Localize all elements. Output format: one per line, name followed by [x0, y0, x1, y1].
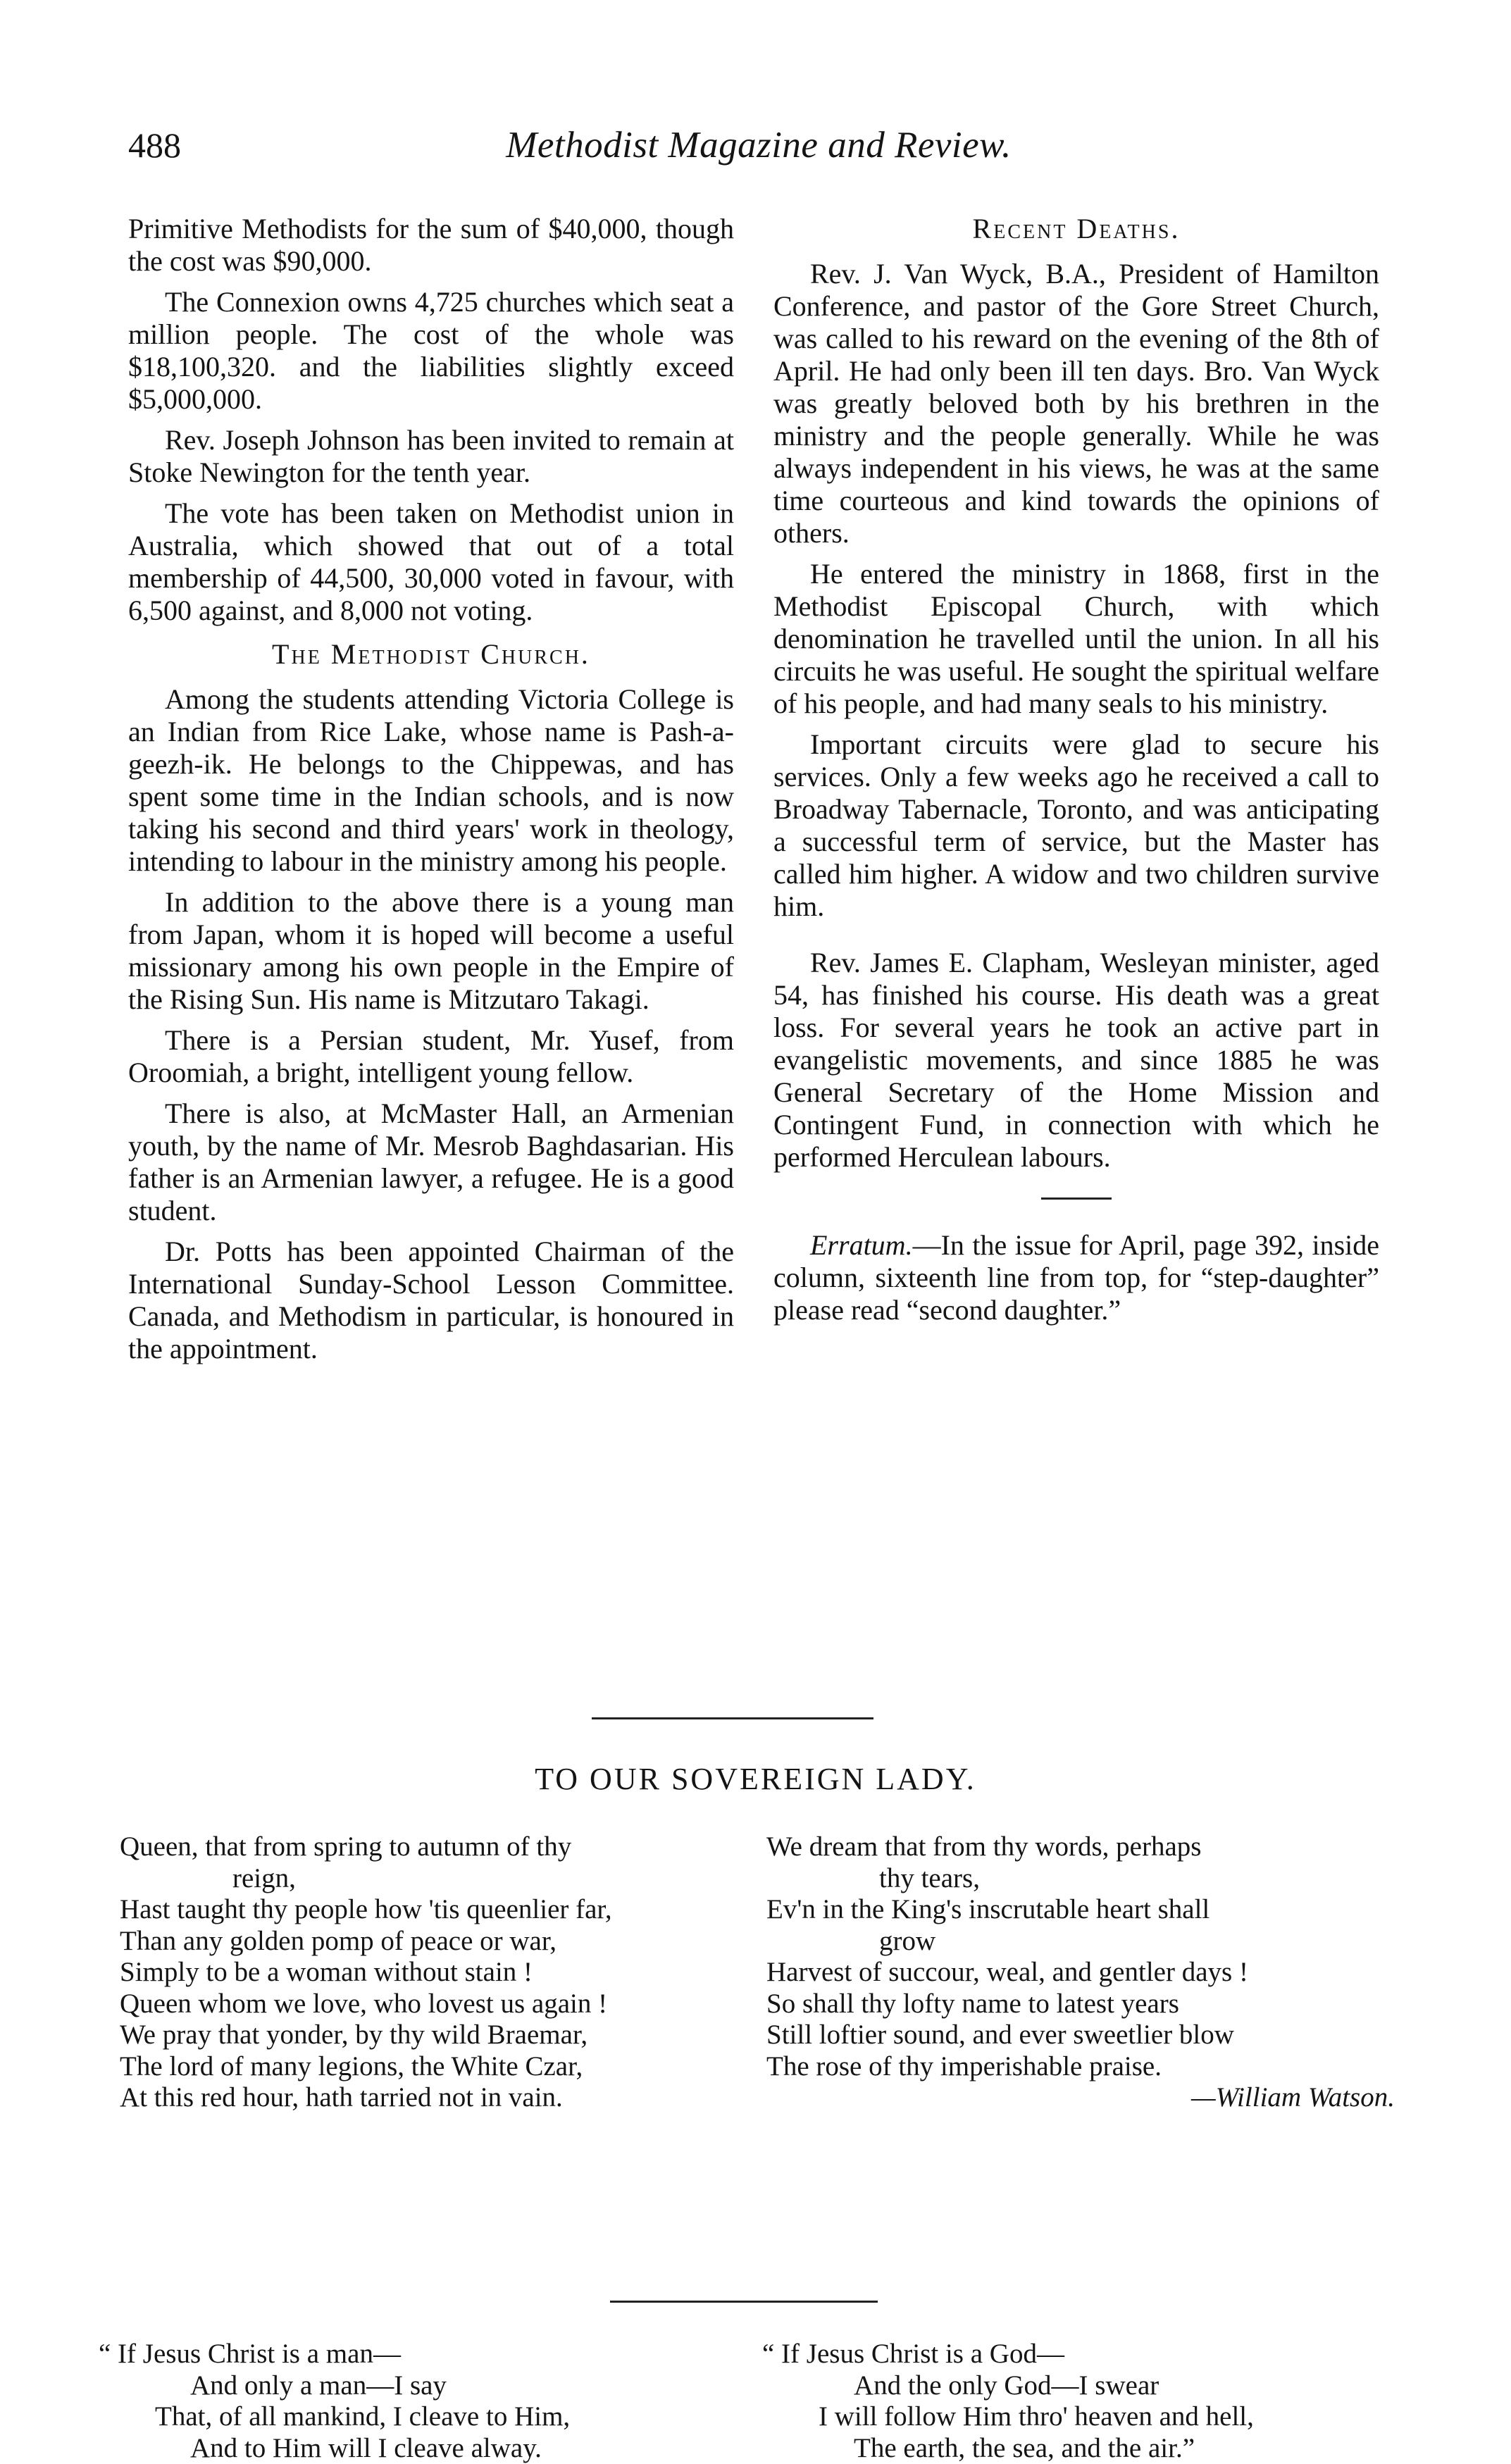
- verse-line: “ If Jesus Christ is a God—: [762, 2339, 1396, 2370]
- quote-stanza-left: [99, 2339, 733, 2464]
- spacer: [773, 931, 1379, 947]
- verse-line: Ev'n in the King's inscrutable heart shall: [766, 1894, 1400, 1926]
- verse-line: Hast taught thy people how 'tis queenlier far,: [120, 1894, 754, 1926]
- paragraph: There is also, at McMaster Hall, an Armenian youth, by the name of Mr. Mesrob Baghdasarian. His father is an Armenian lawyer, a refugee. He is a good student.: [128, 1097, 734, 1227]
- paragraph: Rev. Joseph Johnson has been invited to remain at Stoke Newington for the tenth year.: [128, 424, 734, 489]
- running-title: Methodist Magazine and Review.: [128, 124, 1389, 166]
- paragraph: The vote has been taken on Methodist union in Australia, which showed that out of a total membership of 44,500, 30,000 voted in favour, with 6,500 against, and 8,000 not voting.: [128, 497, 734, 627]
- verse-line: The earth, the sea, and the air.”: [762, 2433, 1396, 2464]
- verse-line: thy tears,: [766, 1863, 1400, 1895]
- paragraph: Important circuits were glad to secure his services. Only a few weeks ago he received a call to Broadway Tabernacle, Toronto, and was anticipating a successful term of service, but the Master has called him higher. A widow and two children survive him.: [773, 728, 1379, 923]
- verse-line: I will follow Him thro' heaven and hell,: [762, 2401, 1396, 2433]
- verse-line: And to Him will I cleave alway.: [99, 2433, 733, 2464]
- erratum-label: Erratum.: [810, 1229, 913, 1261]
- running-header: [128, 124, 1389, 180]
- poem-stanza-right: [766, 1831, 1400, 2114]
- section-heading-methodist-church: The Methodist Church.: [128, 638, 734, 671]
- poem-title: TO OUR SOVEREIGN LADY.: [0, 1760, 1511, 1799]
- paragraph: The Connexion owns 4,725 churches which seat a million people. The cost of the whole was $18,100,320. and the liabilities slightly exceed $5,000,000.: [128, 286, 734, 416]
- left-column: [128, 213, 734, 1374]
- poem-stanza-left: [120, 1831, 754, 2114]
- erratum: [773, 1229, 1379, 1326]
- verse-line: reign,: [120, 1863, 754, 1895]
- erratum-text: —In the issue for April, page 392, inside column, sixteenth line from top, for “step-daughter” please read “second daughter.”: [773, 1229, 1379, 1326]
- paragraph: He entered the ministry in 1868, first in the Methodist Episcopal Church, with which denomination he travelled until the union. In all his circuits he was useful. He sought the spiritual welfare of his people, and had many seals to his ministry.: [773, 558, 1379, 720]
- verse-line: Than any golden pomp of peace or war,: [120, 1926, 754, 1958]
- paragraph: In addition to the above there is a young man from Japan, whom it is hoped will become a useful missionary among his own people in the Empire of the Rising Sun. His name is Mitzutaro Takagi.: [128, 886, 734, 1016]
- verse-line: That, of all mankind, I cleave to Him,: [99, 2401, 733, 2433]
- paragraph: Dr. Potts has been appointed Chairman of the International Sunday-School Lesson Committee. Canada, and Methodism in particular, is honoured in the appointment.: [128, 1236, 734, 1365]
- quote-stanza-right: [762, 2339, 1396, 2464]
- poem-author: —William Watson.: [766, 2082, 1400, 2114]
- paragraph: Rev. James E. Clapham, Wesleyan minister, aged 54, has finished his course. His death was a great loss. For several years he took an active part in evangelistic movements, and since 1885 he was General Secretary of the Home Mission and Contingent Fund, in connection with which he performed Herculean labours.: [773, 947, 1379, 1174]
- divider: [610, 2301, 878, 2303]
- verse-line: Still loftier sound, and ever sweetlier blow: [766, 2020, 1400, 2051]
- page-number: 488: [128, 124, 181, 166]
- verse-line: grow: [766, 1926, 1400, 1958]
- verse-line: And the only God—I swear: [762, 2370, 1396, 2402]
- section-heading-recent-deaths: Recent Deaths.: [773, 213, 1379, 245]
- verse-line: The rose of thy imperishable praise.: [766, 2051, 1400, 2083]
- paragraph: Rev. J. Van Wyck, B.A., President of Hamilton Conference, and pastor of the Gore Street Church, was called to his reward on the evening of the 8th of April. He had only been ill ten days. Bro. Van Wyck was greatly beloved both by his brethren in the ministry and the people generally. While he was always independent in his views, he was at the same time courteous and kind towards the opinions of others.: [773, 258, 1379, 549]
- paragraph: Primitive Methodists for the sum of $40,000, though the cost was $90,000.: [128, 213, 734, 278]
- verse-line: So shall thy lofty name to latest years: [766, 1989, 1400, 2020]
- verse-line: Harvest of succour, weal, and gentler days !: [766, 1957, 1400, 1989]
- verse-line: At this red hour, hath tarried not in vain.: [120, 2082, 754, 2114]
- verse-line: The lord of many legions, the White Czar,: [120, 2051, 754, 2083]
- verse-line: Queen, that from spring to autumn of thy: [120, 1831, 754, 1863]
- verse-line: “ If Jesus Christ is a man—: [99, 2339, 733, 2370]
- verse-line: Queen whom we love, who lovest us again !: [120, 1989, 754, 2020]
- divider: [1041, 1197, 1112, 1200]
- divider: [592, 1717, 873, 1719]
- verse-line: Simply to be a woman without stain !: [120, 1957, 754, 1989]
- verse-line: And only a man—I say: [99, 2370, 733, 2402]
- paragraph: Among the students attending Victoria College is an Indian from Rice Lake, whose name is Pash-a-geezh-ik. He belongs to the Chippewas, and has spent some time in the Indian schools, and is now taking his second and third years' work in theology, intending to labour in the ministry among his people.: [128, 683, 734, 878]
- paragraph: There is a Persian student, Mr. Yusef, from Oroomiah, a bright, intelligent young fellow.: [128, 1024, 734, 1089]
- verse-line: We pray that yonder, by thy wild Braemar,: [120, 2020, 754, 2051]
- right-column: [773, 213, 1379, 1335]
- verse-line: We dream that from thy words, perhaps: [766, 1831, 1400, 1863]
